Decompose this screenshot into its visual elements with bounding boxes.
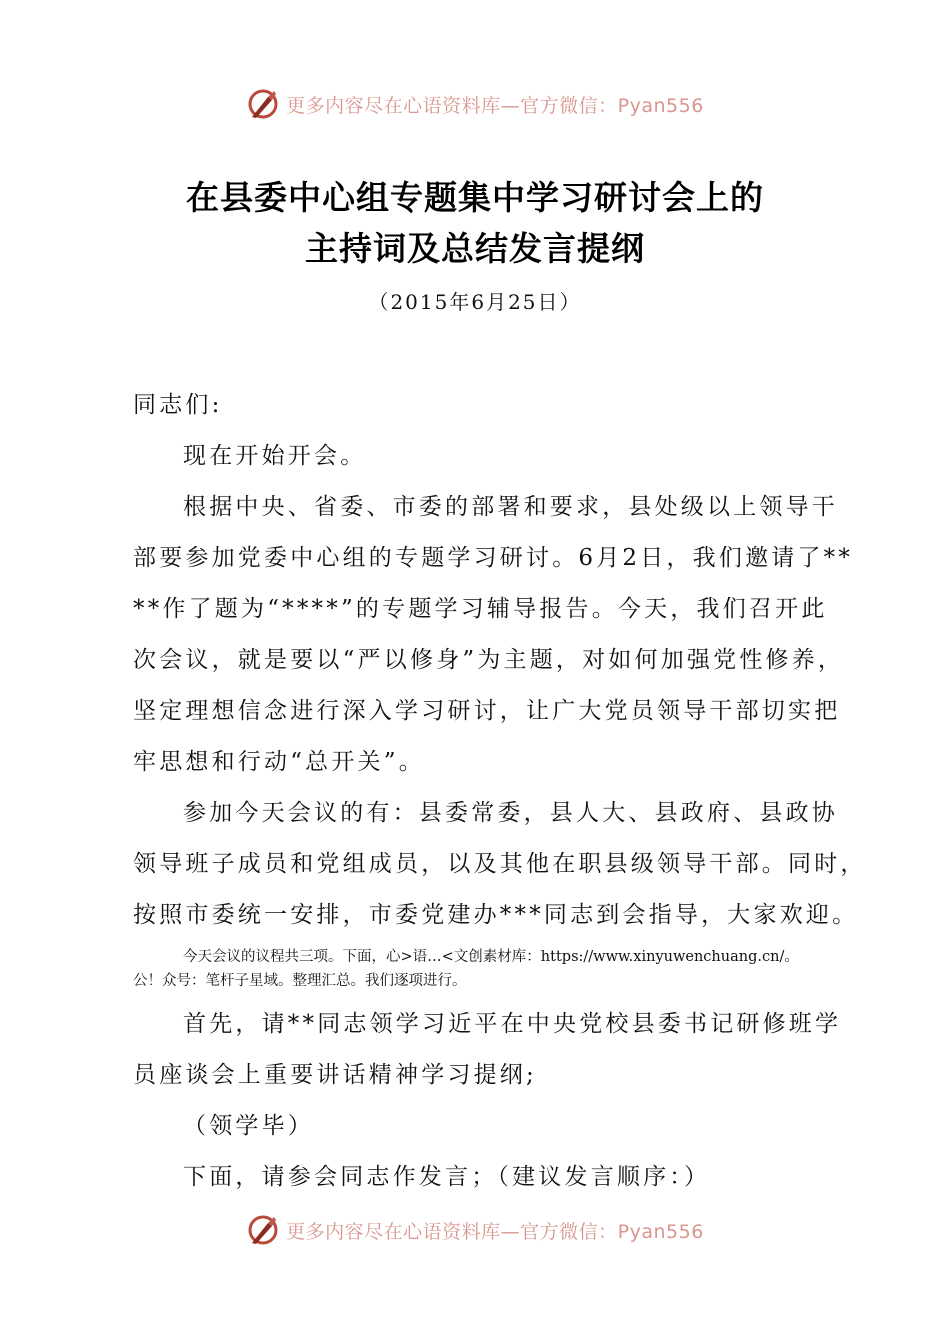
text-line: 公！众号：笔杆子星域。整理汇总。我们逐项进行。 bbox=[133, 973, 467, 989]
text-line: 领导班子成员和党组成员，以及其他在职县级领导干部。同时， bbox=[133, 851, 867, 877]
small-text-paragraph bbox=[133, 941, 833, 999]
text-line: 今天会议的议程共三项。下面，心>语…<文创素材库：https://www.xinyuwenchuang.cn/。 bbox=[183, 949, 799, 965]
document-body bbox=[133, 380, 867, 1203]
text-line: 部要参加党委中心组的专题学习研讨。6月2日，我们邀请了** bbox=[133, 545, 854, 571]
watermark-text: 更多内容尽在心语资料库—官方微信：Pyan556 bbox=[286, 1220, 704, 1243]
document-title-line-1: 在县委中心组专题集中学习研讨会上的 bbox=[186, 178, 764, 217]
text-line: **作了题为“****”的专题学习辅导报告。今天，我们召开此 bbox=[133, 596, 828, 622]
watermark-inner bbox=[246, 1213, 704, 1247]
text-line: 根据中央、省委、市委的部署和要求，县处级以上领导干 bbox=[183, 494, 838, 520]
header-watermark bbox=[0, 84, 950, 124]
text-line: 同志们: bbox=[133, 392, 223, 418]
pen-logo-icon bbox=[246, 87, 280, 121]
text-line: 次会议，就是要以“严以修身”为主题，对如何加强党性修养， bbox=[133, 647, 845, 673]
body-paragraphs-continued bbox=[133, 999, 842, 1203]
text-line: 首先，请**同志领学习近平在中央党校县委书记研修班学 bbox=[183, 1011, 842, 1037]
text-line: 下面，请参会同志作发言；（建议发言顺序：） bbox=[183, 1164, 711, 1190]
watermark-inner bbox=[246, 87, 704, 121]
text-line: 按照市委统一安排，市委党建办***同志到会指导，大家欢迎。 bbox=[133, 902, 859, 928]
text-line: 坚定理想信念进行深入学习研讨，让广大党员领导干部切实把 bbox=[133, 698, 841, 724]
text-line: （领学毕） bbox=[183, 1113, 314, 1139]
text-line: 参加今天会议的有：县委常委，县人大、县政府、县政协 bbox=[183, 800, 838, 826]
document-title-line-2: 主持词及总结发言提纲 bbox=[305, 229, 645, 268]
watermark-text: 更多内容尽在心语资料库—官方微信：Pyan556 bbox=[286, 94, 704, 117]
footer-watermark bbox=[0, 1210, 950, 1250]
pen-logo-icon bbox=[246, 1213, 280, 1247]
document-date: （2015年6月25日） bbox=[368, 290, 582, 314]
text-line: 牢思想和行动“总开关”。 bbox=[133, 749, 425, 775]
body-paragraphs bbox=[133, 380, 867, 941]
text-line: 员座谈会上重要讲话精神学习提纲; bbox=[133, 1062, 537, 1088]
text-line: 现在开始开会。 bbox=[183, 443, 367, 469]
